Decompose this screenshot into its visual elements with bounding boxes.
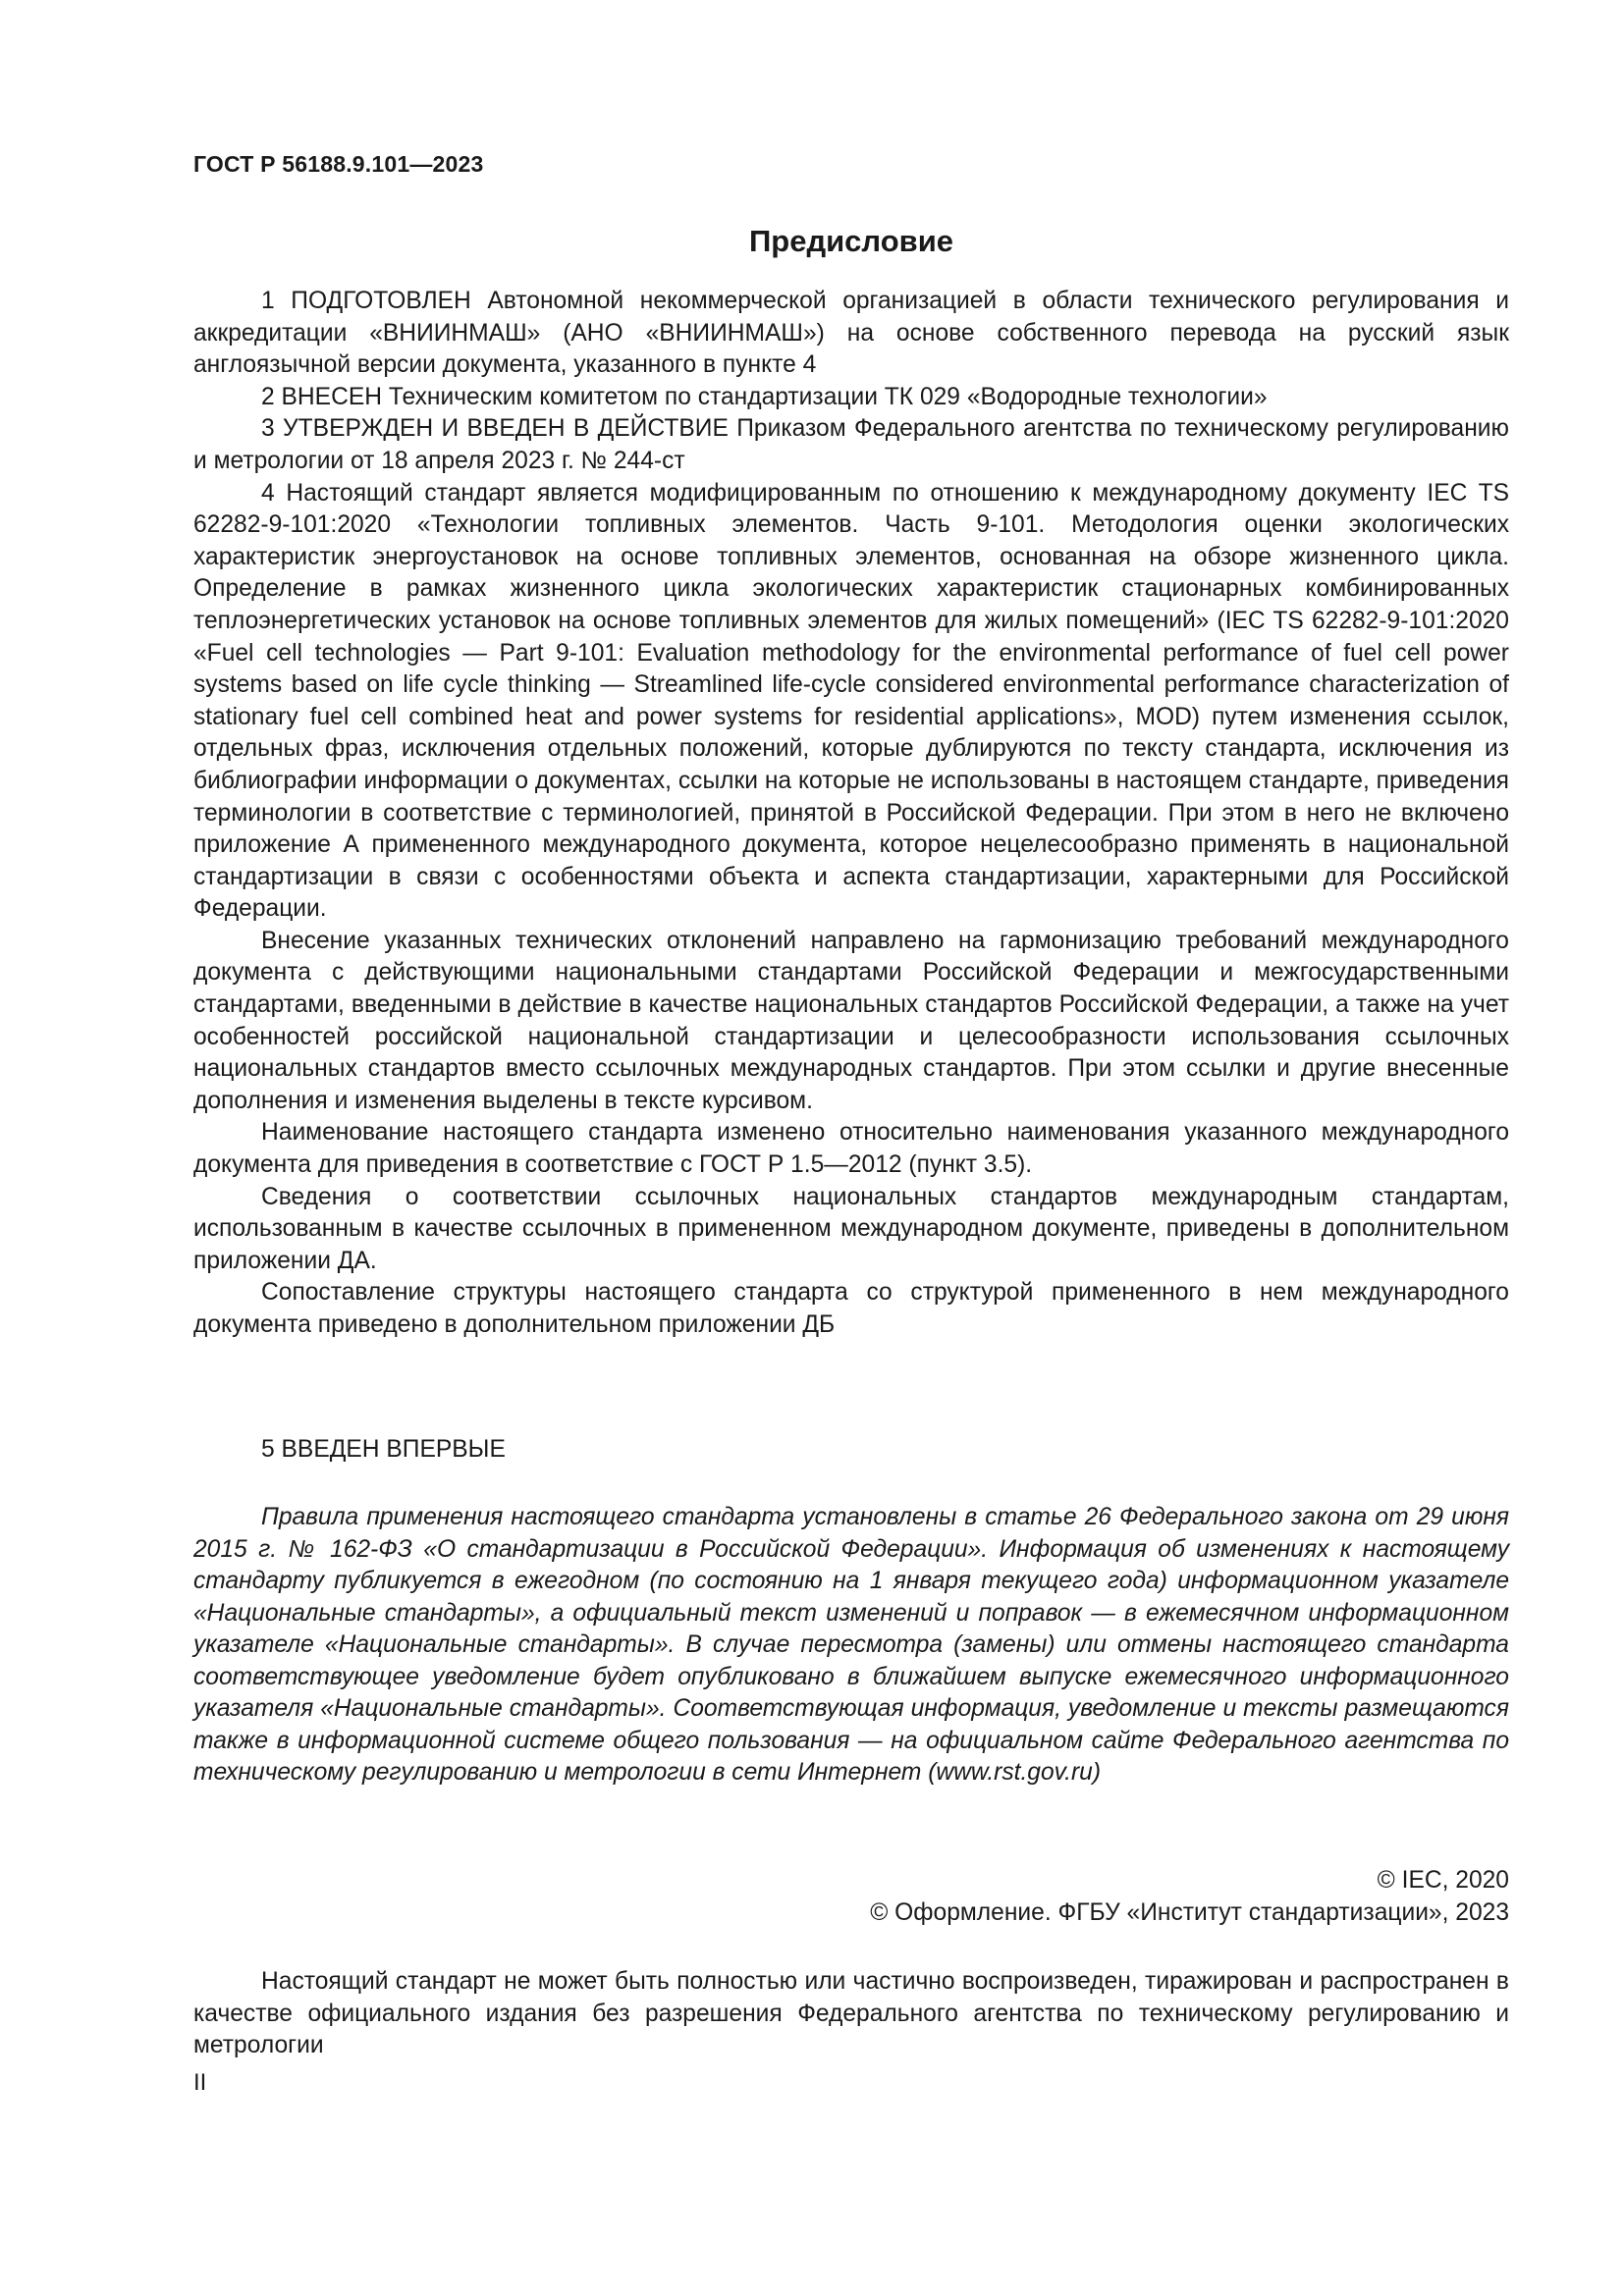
paragraph-annex-da: Сведения о соответствии ссылочных национальных стандартов международным стандартам, использованным в качестве ссылочных в примененном международном документе, приведены в дополнительном приложении ДА. — [193, 1183, 1509, 1274]
copyright-design: © Оформление. ФГБУ «Институт стандартизации», 2023 — [870, 1898, 1509, 1926]
foreword-body — [193, 286, 1509, 1342]
paragraph-4-modification: 4 Настоящий стандарт является модифицированным по отношению к международному документу IEC TS 62282-9-101:2020 «Технологии топливных элементов. Часть 9-101. Методология оценки экологических характеристик энергоустановок на основе топливных элементов, основанная на обзоре жизненного цикла. Определение в рамках жизненного цикла экологических характеристик стационарных комбинированных теплоэнергетических установок на основе топливных элементов для жилых помещений» (IEC TS 62282-9-101:2020 «Fuel cell technologies — Part 9-101: Evaluation methodology for the environmental performance of fuel cell power systems based on life cycle thinking — Streamlined life-cycle considered environmental performance characterization of stationary fuel cell combined heat and power systems for residential applications», MOD) путем изменения ссылок, отдельных фраз, исключения отдельных положений, которые дублируются по тексту стандарта, исключения из библиографии информации о документах, ссылки на которые не использованы в настоящем стандарте, приведения терминологии в соответствие с терминологией, принятой в Российской Федерации. При этом в него не включено приложение А примененного международного документа, которое нецелесообразно применять в национальной стандартизации в связи с особенностями объекта и аспекта стандартизации, характерными для Российской Федерации. — [193, 479, 1509, 923]
paragraph-annex-db: Сопоставление структуры настоящего стандарта со структурой примененного в нем международного документа приведено в дополнительном приложении ДБ — [193, 1279, 1509, 1338]
paragraph-deviations: Внесение указанных технических отклонений направлено на гармонизацию требований международного документа с действующими национальными стандартами Российской Федерации и межгосударственными стандартами, введенными в действие в качестве национальных стандартов Российской Федерации, а также на учет особенностей российской национальной стандартизации и целесообразности использования ссылочных национальных стандартов вместо ссылочных международных стандартов. При этом ссылки и другие внесенные дополнения и изменения выделены в тексте курсивом. — [193, 927, 1509, 1114]
paragraph-title-change: Наименование настоящего стандарта изменено относительно наименования указанного международного документа для приведения в соответствие с ГОСТ Р 1.5—2012 (пункт 3.5). — [193, 1119, 1509, 1179]
reproduction-notice: Настоящий стандарт не может быть полностью или частично воспроизведен, тиражирован и распространен в качестве официального издания без разрешения Федерального агентства по техническому регулированию и метрологии — [193, 1968, 1509, 2058]
rules-of-application: Правила применения настоящего стандарта установлены в статье 26 Федерального закона от 29 июня 2015 г. № 162-ФЗ «О стандартизации в Российской Федерации». Информация об изменениях к настоящему стандарту публикуется в ежегодном (по состоянию на 1 января текущего года) информационном указателе «Национальные стандарты», а официальный текст изменений и поправок — в ежемесячном информационном указателе «Национальные стандарты». В случае пересмотра (замены) или отмены настоящего стандарта соответствующее уведомление будет опубликовано в ближайшем выпуске ежемесячного информационного указателя «Национальные стандарты». Соответствующая информация, уведомление и тексты размещаются также в информационной системе общего пользования — на официальном сайте Федерального агентства по техническому регулированию и метрологии в сети Интернет (www.rst.gov.ru) — [193, 1504, 1509, 1786]
paragraph-2-submitted: 2 ВНЕСЕН Техническим комитетом по стандартизации ТК 029 «Водородные технологии» — [261, 383, 1268, 410]
page-title: Предисловие — [748, 224, 953, 258]
paragraph-1-prepared: 1 ПОДГОТОВЛЕН Автономной некоммерческой организацией в области технического регулирования и аккредитации «ВНИИНМАШ» (АНО «ВНИИНМАШ») на основе собственного перевода на русский язык англоязычной версии документа, указанного в пункте 4 — [193, 288, 1509, 379]
page-number: II — [193, 2069, 207, 2096]
copyright-iec: © IEC, 2020 — [1377, 1867, 1509, 1894]
paragraph-3-approved: 3 УТВЕРЖДЕН И ВВЕДЕН В ДЕЙСТВИЕ Приказом Федерального агентства по техническому регулированию и метрологии от 18 апреля 2023 г. № 244-ст — [193, 415, 1509, 474]
copyright-block — [870, 1865, 1509, 1929]
document-code: ГОСТ Р 56188.9.101—2023 — [193, 151, 484, 177]
paragraph-5-introduced: 5 ВВЕДЕН ВПЕРВЫЕ — [261, 1436, 506, 1463]
